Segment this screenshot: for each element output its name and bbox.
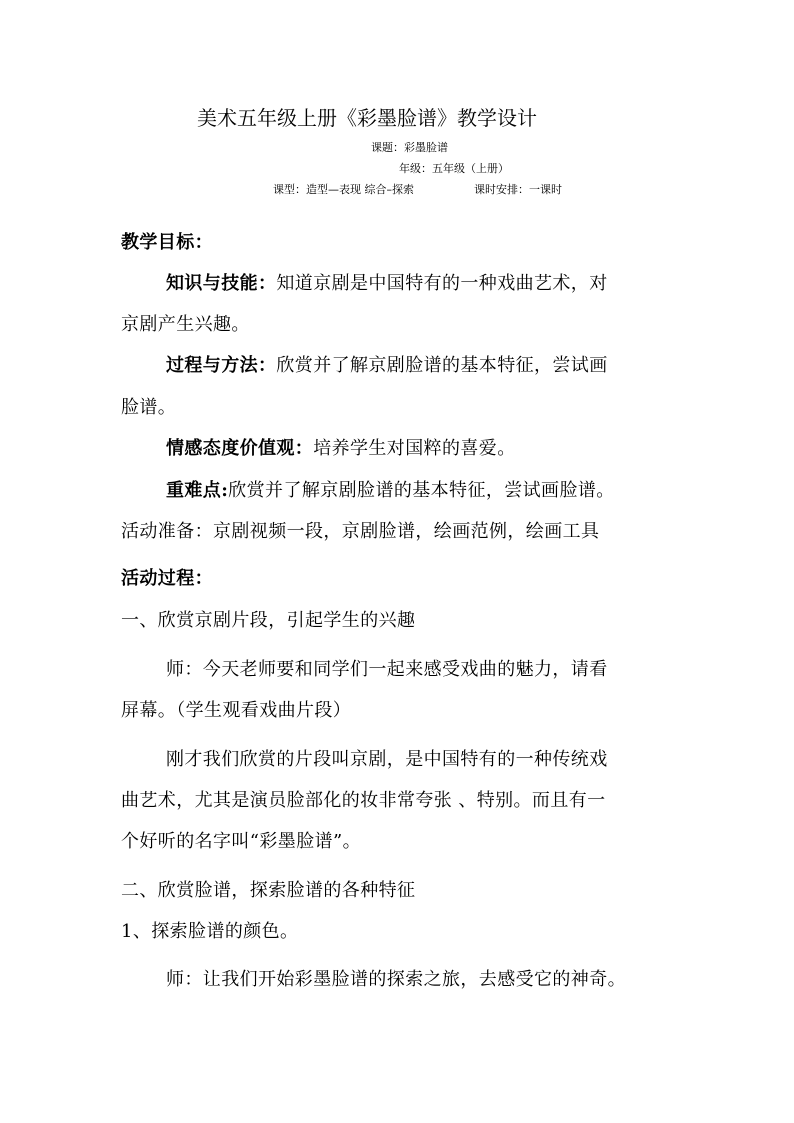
teacher-line-1a: 师：今天老师要和同学们一起来感受戏曲的魅力，请看 [166,659,608,680]
knowledge-text-1: 知道京剧是中国特有的一种戏曲艺术，对 [276,273,608,294]
objectives-heading: 教学目标： [121,232,213,253]
lesson-grade: 年级：五年级（上册） [399,162,509,175]
emotion-text: 培养学生对国粹的喜爱。 [313,438,516,459]
step-one-heading: 一、欣赏京剧片段，引起学生的兴趣 [121,610,416,631]
activity-preparation: 活动准备：京剧视频一段，京剧脸谱，绘画范例，绘画工具 [121,521,600,542]
knowledge-label: 知识与技能： [166,273,277,294]
step-two-heading: 二、欣赏脸谱，探索脸谱的各种特征 [121,880,416,901]
document-title: 美术五年级上册《彩墨脸谱》教学设计 [197,106,537,130]
teacher-line-1b: 屏幕。（学生观看戏曲片段） [121,700,352,721]
lesson-topic: 课题：彩墨脸谱 [371,141,448,154]
lesson-schedule: 课时安排：一课时 [474,183,562,196]
teacher-line-2: 师：让我们开始彩墨脸谱的探索之旅，去感受它的神奇。 [166,969,626,990]
focus-line [166,477,615,505]
process-label: 过程与方法： [166,355,277,376]
lesson-type: 课型：造型—表现 综合–探索 [273,183,414,196]
process-text-1: 欣赏并了解京剧脸谱的基本特征，尝试画 [276,355,608,376]
process-line [166,352,608,380]
focus-label: 重难点: [166,480,229,501]
sub-step-one-heading: 1、探索脸谱的颜色。 [121,921,299,942]
paragraph-line-1c: 个好听的名字叫“彩墨脸谱”。 [121,831,362,852]
focus-text: 欣赏并了解京剧脸谱的基本特征，尝试画脸谱。 [228,480,615,501]
process-text-2: 脸谱。 [121,397,177,418]
knowledge-text-2: 京剧产生兴趣。 [121,314,250,335]
knowledge-line [166,270,608,298]
emotion-label: 情感态度价值观： [166,438,314,459]
paragraph-line-1b: 曲艺术，尤其是演员脸部化的妆非常夸张 、特别。而且有一 [121,790,606,811]
emotion-line [166,435,516,463]
paragraph-line-1a: 刚才我们欣赏的片段叫京剧，是中国特有的一种传统戏 [166,749,608,770]
activity-process-heading: 活动过程： [121,568,213,589]
